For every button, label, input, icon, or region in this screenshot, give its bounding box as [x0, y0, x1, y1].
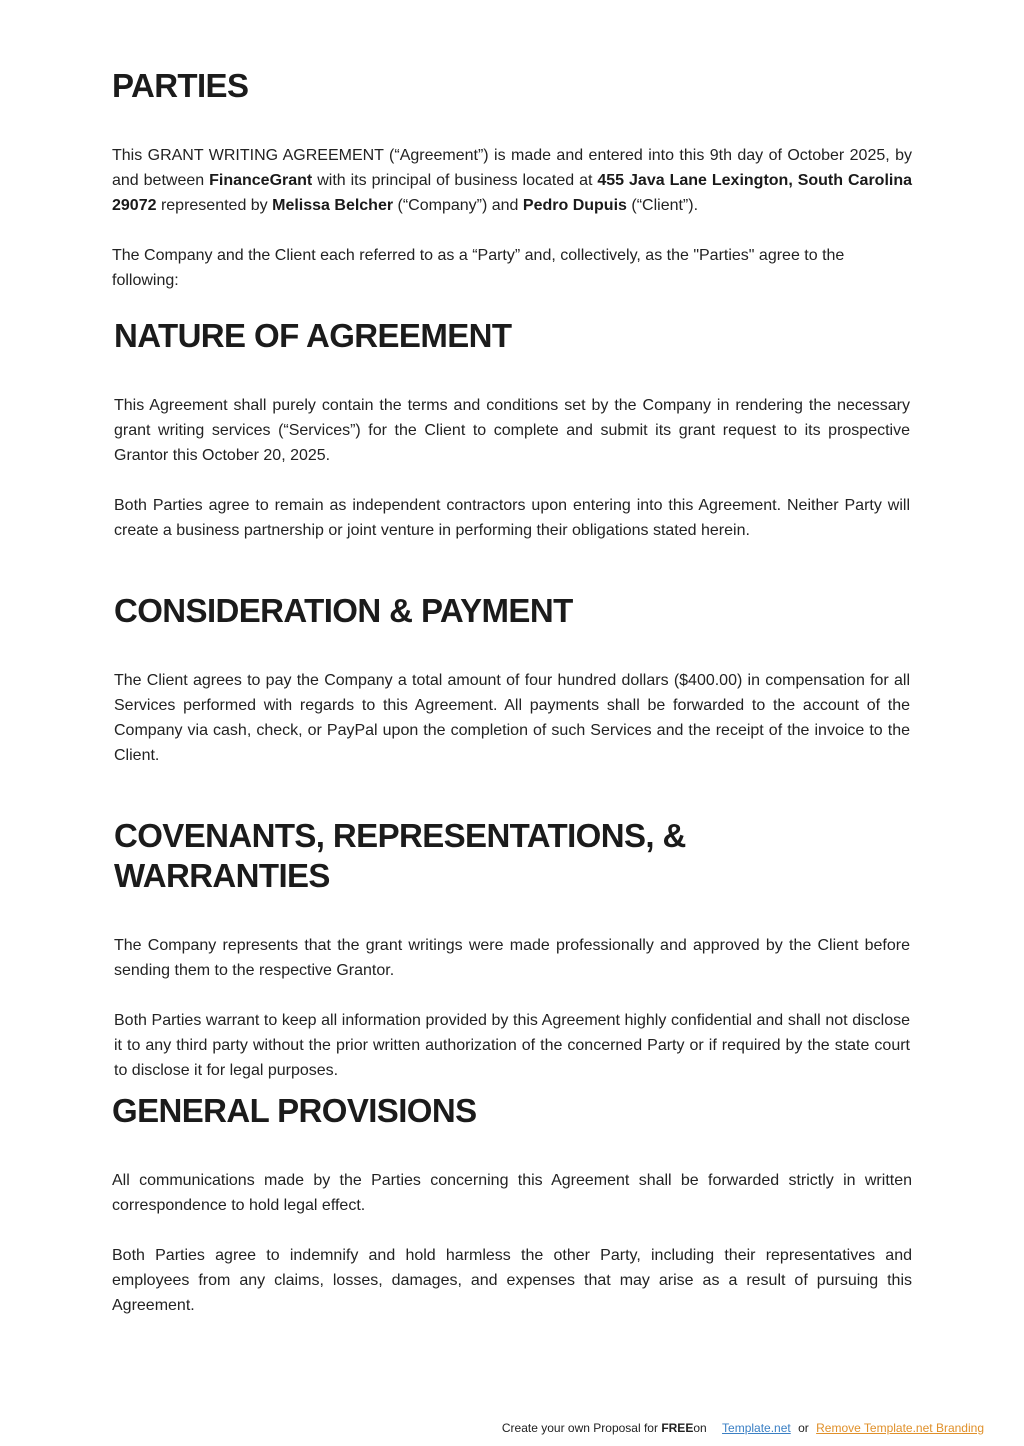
parties-paragraph-2: The Company and the Client each referred to as a “Party” and, collectively, as the "Parties" agree to the following:	[112, 247, 845, 289]
section-nature-of-agreement	[114, 316, 910, 543]
footer-branding	[502, 1420, 984, 1436]
heading-general-provisions: GENERAL PROVISIONS	[112, 1092, 477, 1129]
heading-parties: PARTIES	[112, 67, 249, 104]
section-consideration-payment	[114, 591, 910, 768]
heading-consideration-payment: CONSIDERATION & PAYMENT	[114, 592, 573, 629]
parties-text-3: represented by	[156, 197, 273, 214]
parties-text-4: (“Company”) and	[393, 197, 523, 214]
section-general-provisions	[112, 1091, 912, 1318]
remove-branding-link[interactable]: Remove Template.net Branding	[816, 1421, 984, 1435]
client-name: Pedro Dupuis	[522, 197, 627, 214]
company-representative: Melissa Belcher	[272, 197, 394, 214]
heading-covenants: COVENANTS, REPRESENTATIONS, & WARRANTIES	[114, 817, 686, 894]
nature-paragraph-1: This Agreement shall purely contain the terms and conditions set by the Company in rendering the necessary grant writing services (“Services”) for the Client to complete and submit its grant request to its prospective Grantor this October 20, 2025.	[114, 397, 910, 464]
covenants-paragraph-2: Both Parties warrant to keep all information provided by this Agreement highly confidential and shall not disclose it to any third party without the prior written authorization of the concerned Party or if required by the state court to disclose it for legal purposes.	[114, 1012, 910, 1079]
footer-prefix: Create your own Proposal for	[501, 1421, 662, 1435]
company-address: 455 Java Lane Lexington, South Carolina 29072	[112, 172, 913, 214]
section-covenants	[114, 816, 910, 1083]
consideration-paragraph-1: The Client agrees to pay the Company a total amount of four hundred dollars ($400.00) in compensation for all Services performed with regards to this Agreement. All payments shall be forwarded to the account of the Company via cash, check, or PayPal upon the completion of such Services and the receipt of the invoice to the Client.	[114, 672, 910, 764]
covenants-paragraph-1: The Company represents that the grant writings were made professionally and approved by the Client before sending them to the respective Grantor.	[114, 937, 910, 979]
footer-or: or	[798, 1421, 809, 1435]
parties-text-5: (“Client”).	[626, 197, 699, 214]
general-paragraph-2: Both Parties agree to indemnify and hold harmless the other Party, including their representatives and employees from any claims, losses, damages, and expenses that may arise as a result of pursuing this Agreement.	[112, 1247, 912, 1314]
parties-text-1: This GRANT WRITING AGREEMENT (“Agreement”) is made and entered into this 9th day of October 2025, by and between	[112, 147, 912, 189]
heading-nature-of-agreement: NATURE OF AGREEMENT	[114, 317, 512, 354]
nature-paragraph-2: Both Parties agree to remain as independent contractors upon entering into this Agreement. Neither Party will create a business partnership or joint venture in performing their obligations stated herein.	[114, 497, 910, 539]
company-name: FinanceGrant	[209, 172, 313, 189]
template-net-link[interactable]: Template.net	[722, 1421, 791, 1435]
parties-paragraph-1	[112, 143, 912, 218]
section-parties	[112, 66, 912, 293]
general-paragraph-1: All communications made by the Parties concerning this Agreement shall be forwarded strictly in written correspondence to hold legal effect.	[112, 1172, 912, 1214]
footer-free: FREE	[661, 1421, 694, 1435]
footer-on: on	[693, 1421, 707, 1435]
parties-text-2: with its principal of business located at	[312, 172, 598, 189]
